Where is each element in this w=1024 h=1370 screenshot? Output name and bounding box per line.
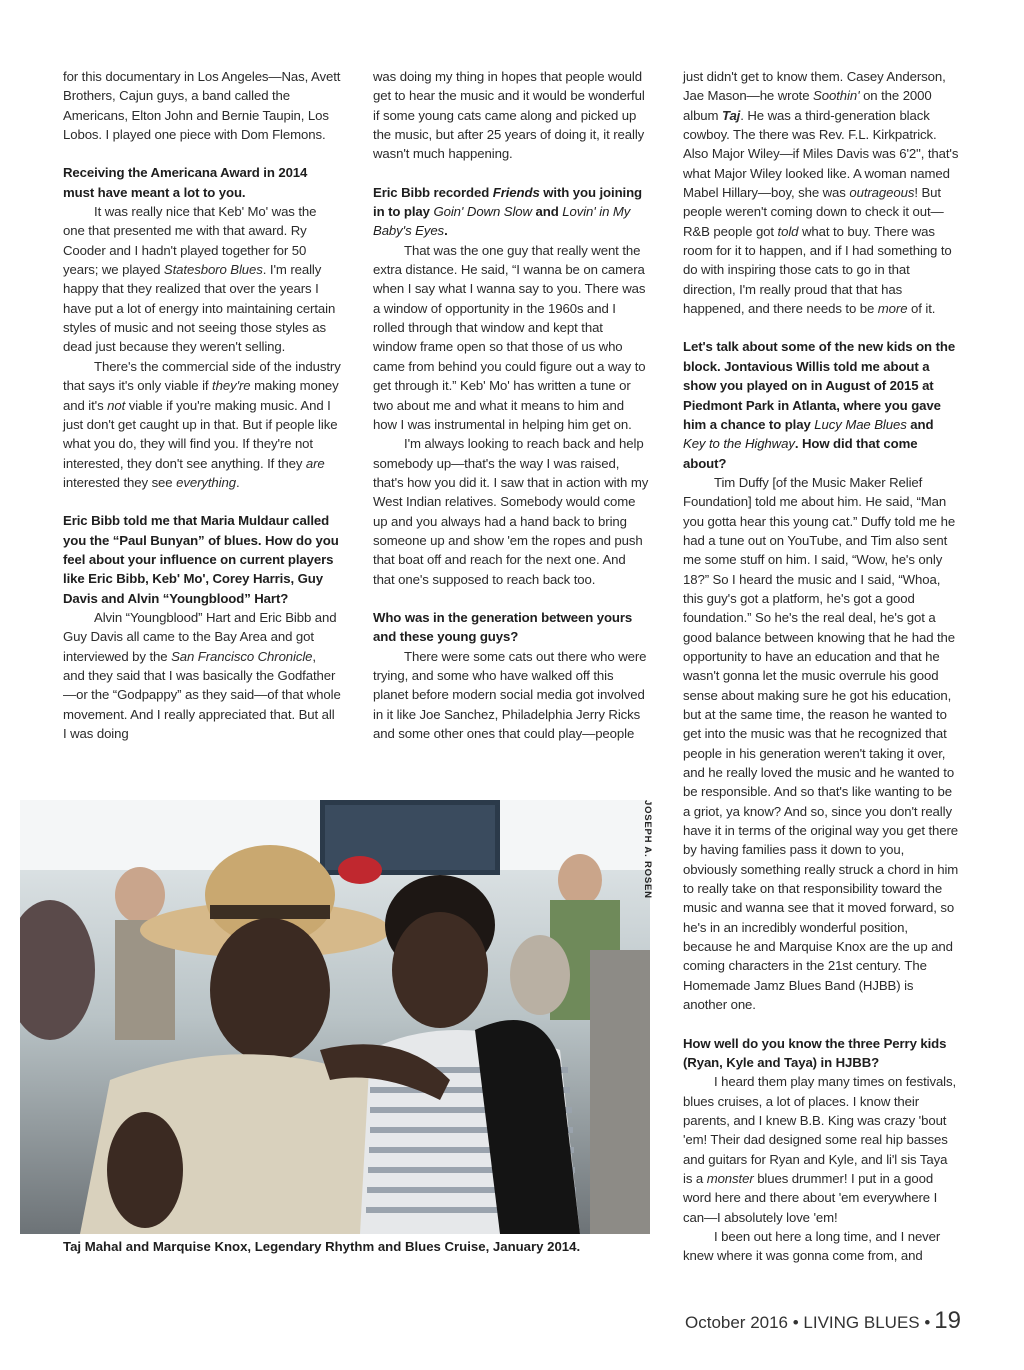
body-paragraph: It was really nice that Keb' Mo' was the one that presented me with that award. Ry Cooder and I hadn't played together for 50 years; we played Statesboro Blues. I'm really happy that they realized that over the years I have put a lot of energy into maintaining certain styles of music and not seeing those styles as dead just because they weren't selling. <box>63 204 336 355</box>
body-paragraph: There's the commercial side of the industry that says it's only viable if they're making money and it's not viable if you're making music. And I just don't get caught up in that. But if people like what you do, they will find you. If they're not interested, they don't see anything. If they are interested they see everything. <box>63 358 341 490</box>
body-paragraph: I been out here a long time, and I never knew where it was gonna come from, and <box>683 1228 941 1264</box>
article-column-3 <box>683 67 959 1266</box>
interview-question: Eric Bibb recorded Friends with you joining in to play Goin' Down Slow and Lovin' in My Baby's Eyes. <box>373 184 643 239</box>
interview-question: How well do you know the three Perry kids (Ryan, Kyle and Taya) in HJBB? <box>683 1035 947 1070</box>
photo-illustration <box>20 800 650 1234</box>
body-paragraph: just didn't get to know them. Casey Anderson, Jae Mason—he wrote Soothin' on the 2000 album Taj. He was a third-generation black cowboy. The there was Rev. F.L. Kirkpatrick. Also Major Wiley—if Miles Davis was 6'2", that's what Major Wiley looked like. A woman named Mabel Hillary—boy, she was outrageous! But people weren't coming down to check it out—R&B people got told what to buy. There was room for it to happen, and if I had something to do with inspiring those cats to go in that direction, I'm really proud that that has happened, and there needs to be more of it. <box>683 69 959 317</box>
photo-credit: JOSEPH A. ROSEN <box>642 800 653 899</box>
body-paragraph: Tim Duffy [of the Music Maker Relief Foundation] told me about him. He said, “Man you gotta hear this young cat.” Duffy told me he had a tune out on YouTube, and Tim also sent me some stuff on him. I said, “Wow, he's only 18?” So I heard the music and I said, “Whoa, this guy's got a platform, he's got a good foundation.” So he's the real deal, he's got a good balance between knowing that he had the opportunity to have an education and that he wasn't gonna let the music overrule his good sense about making sure he got his education, but at the same time, the reason he wanted to get into the music was that he recognized that people in his generation weren't taking it over, and he really loved the music and he wanted to be responsible. And so that's like wanting to be a griot, ya know? And so, since you don't really have it in terms of the original way you get there by having families pass it down to you, obviously something really struck a chord in him to really take on that responsibility toward the music and wanna see that it moved forward, so he's in an incredibly wonderful position, because he and Marquise Knox are the up and coming characters in the 21st century. The Homemade Jamz Blues Band (HJBB) is another one. <box>683 474 959 1013</box>
photo-caption: Taj Mahal and Marquise Knox, Legendary Rhythm and Blues Cruise, January 2014. <box>63 1239 581 1254</box>
body-paragraph: for this documentary in Los Angeles—Nas, Avett Brothers, Cajun guys, a band called the Americans, Elton John and Bernie Taupin, Los Lobos. I played one piece with Dom Flemons. <box>63 69 341 143</box>
interview-question: Eric Bibb told me that Maria Muldaur called you the “Paul Bunyan” of blues. How do you feel about your influence on current players like Eric Bibb, Keb' Mo', Corey Harris, Guy Davis and Alvin “Youngblood” Hart? <box>63 513 339 606</box>
page-footer <box>685 1307 961 1335</box>
page-number: 19 <box>934 1307 961 1334</box>
body-paragraph: Alvin “Youngblood” Hart and Eric Bibb and Guy Davis all came to the Bay Area and got interviewed by the San Francisco Chronicle, and they said that I was basically the Godfather—or the “Godpappy” as they said—of that whole movement. And I really appreciated that. But all I was doing <box>63 609 341 741</box>
article-column-1 <box>63 67 341 743</box>
body-paragraph: I heard them play many times on festivals, blues cruises, a lot of places. I know their parents, and I knew B.B. King was crazy 'bout 'em! Their dad designed some real hip basses and guitars for Ryan and Kyle, and li'l sis Taya is a monster blues drummer! I put in a good word here and there about 'em everywhere I can—I absolutely love 'em! <box>683 1074 957 1225</box>
issue-line: October 2016 • LIVING BLUES • <box>685 1313 931 1332</box>
interview-question: Who was in the generation between yours and these young guys? <box>373 609 633 645</box>
body-paragraph: was doing my thing in hopes that people would get to hear the music and it would be wonderful if some young cats came along and picked up the music, but after 25 years of doing it, it really wasn't much happening. <box>373 69 645 162</box>
body-paragraph: That was the one guy that really went the extra distance. He said, “I wanna be on camera when I say what I wanna say to you. There was a window of opportunity in the 1960s and I rolled through that window and kept that window frame open so that those of us who came from behind you could figure out a way to get through it.” Keb' Mo' has written a tune or two about me and what it means to him and how I was instrumental in helping him get on. <box>373 242 646 432</box>
article-column-2 <box>373 67 649 743</box>
body-paragraph: I'm always looking to reach back and help somebody up—that's the way I was raised, that's how you did it. I saw that in action with my West Indian relatives. Somebody would come up and you always had a hand back to bring someone up and show 'em the ropes and push that boat off and reach for the next one. And that one's supposed to reach back too. <box>373 436 649 587</box>
interview-question: Let's talk about some of the new kids on the block. Jontavious Willis told me about a show you played on in August of 2015 at Piedmont Park in Atlanta, where you gave him a chance to play Lucy Mae Blues and Key to the Highway. How did that come about? <box>683 339 956 471</box>
photo-taj-mahal-marquise-knox <box>20 800 650 1234</box>
interview-question: Receiving the Americana Award in 2014 must have meant a lot to you. <box>63 165 308 200</box>
body-paragraph: There were some cats out there who were trying, and some who have walked off this planet before modern social media got involved in it like Joe Sanchez, Philadelphia Jerry Ricks and some other ones that could play—people <box>373 648 647 741</box>
